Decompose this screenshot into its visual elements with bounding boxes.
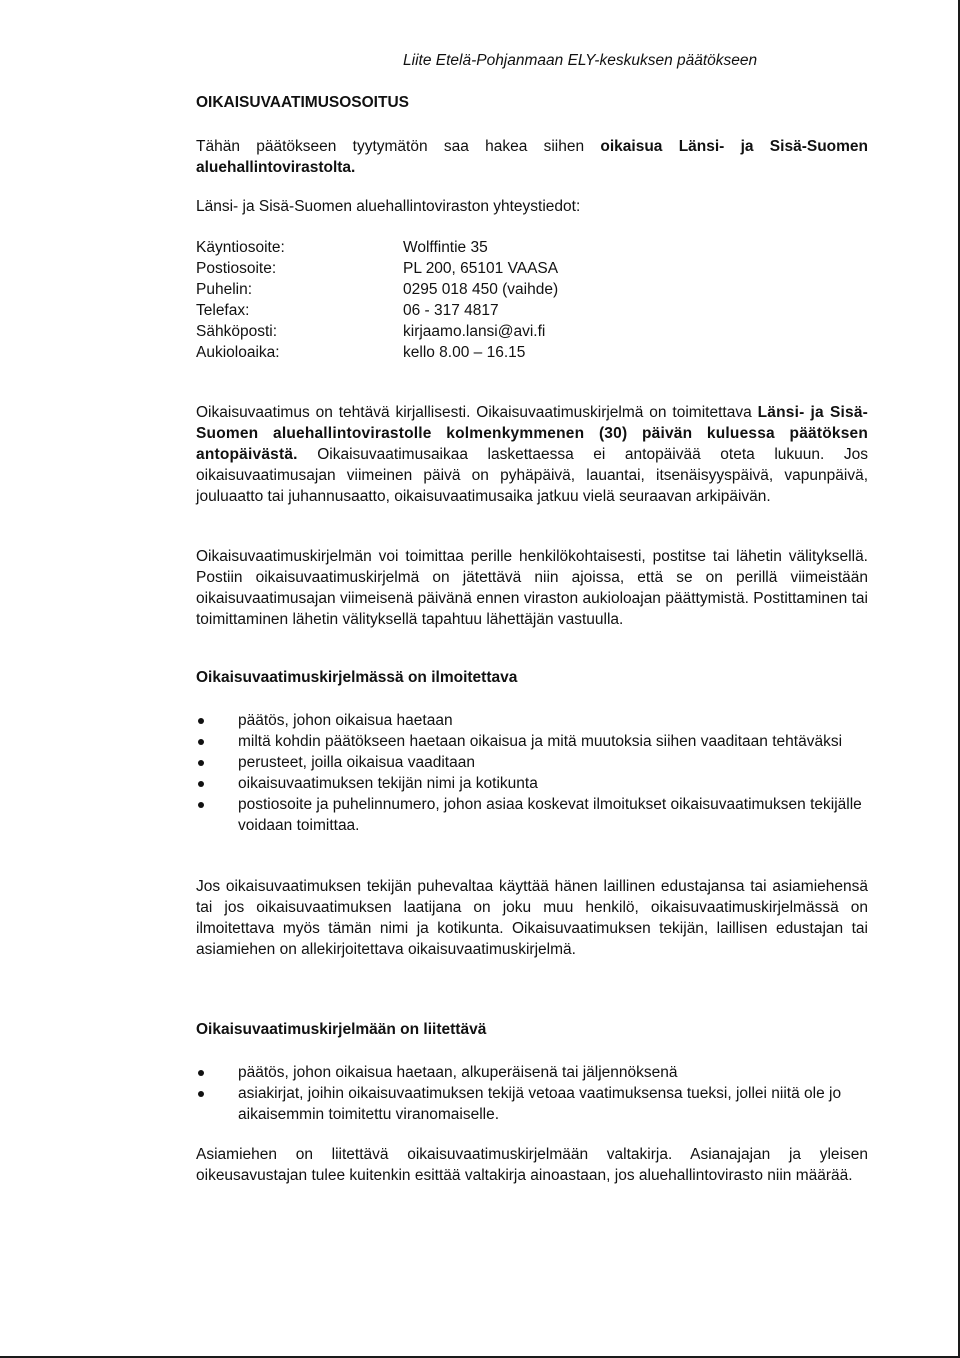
contact-value: kello 8.00 – 16.15 <box>403 344 526 361</box>
header-note: Liite Etelä-Pohjanmaan ELY-keskuksen päätökseen <box>403 52 758 69</box>
document-title: OIKAISUVAATIMUSOSOITUS <box>196 94 409 111</box>
contact-label: Sähköposti: <box>196 323 277 340</box>
contact-value: kirjaamo.lansi@avi.fi <box>403 323 546 340</box>
contact-row <box>196 342 716 363</box>
bullet-icon <box>198 1070 204 1076</box>
contact-value: 0295 018 450 (vaihde) <box>403 281 559 298</box>
list-item: oikaisuvaatimuksen tekijän nimi ja kotikunta <box>196 773 868 794</box>
contact-row <box>196 321 716 342</box>
deadline-text-2: Oikaisuvaatimusaikaa laskettaessa ei antopäivää oteta lukuun. Jos oikaisuvaatimusajan viimeinen päivä on pyhäpäivä, lauantai, itsenäisyyspäivä, vapunpäivä, jouluaatto tai juhannusaatto, oikaisuvaatimusaika jatkuu vielä seuraavan arkipäivän. <box>196 446 868 505</box>
representative-paragraph: Jos oikaisuvaatimuksen tekijän puhevaltaa käyttää hänen laillinen edustajansa tai asiamiehensä tai jos oikaisuvaatimuksen laatijana on joku muu henkilö, oikaisuvaatimuskirjelmässä on ilmoitettava myös tämän nimi ja kotikunta. Oikaisuvaatimuksen tekijän, laillisen edustajan tai asiamiehen on allekirjoitettava oikaisuvaatimuskirjelmä. <box>196 878 868 958</box>
deadline-bold-text: Länsi- ja Sisä-Suomen aluehallintovirastolle kolmenkymmenen (30) päivän kuluessa päätöksen antopäivästä. <box>196 404 869 463</box>
contact-row <box>196 258 716 279</box>
contact-label: Telefax: <box>196 302 250 319</box>
contact-row <box>196 279 716 300</box>
contact-row <box>196 300 716 321</box>
intro-text: Tähän päätökseen tyytymätön saa hakea siihen <box>196 138 601 155</box>
bullet-icon <box>198 739 204 745</box>
bullet-icon <box>198 1091 204 1097</box>
intro-bold-text: oikaisua Länsi- ja Sisä-Suomen aluehallintovirastolta. <box>196 138 868 176</box>
contact-label: Postiosoite: <box>196 260 277 277</box>
list-item: miltä kohdin päätökseen haetaan oikaisua ja mitä muutoksia siihen vaaditaan tehtäväksi <box>196 731 868 752</box>
bullet-icon <box>198 781 204 787</box>
list-item: päätös, johon oikaisua haetaan, alkuperäisenä tai jäljennöksenä <box>196 1062 868 1083</box>
contact-value: PL 200, 65101 VAASA <box>403 260 559 277</box>
list-item: postiosoite ja puhelinnumero, johon asiaa koskevat ilmoitukset oikaisuvaatimuksen tekijälle voidaan toimittaa. <box>196 794 868 836</box>
contents-list <box>196 710 868 836</box>
contacts-heading: Länsi- ja Sisä-Suomen aluehallintoviraston yhteystiedot: <box>196 198 581 215</box>
deadline-paragraph <box>196 402 868 507</box>
contact-table <box>196 237 716 363</box>
bullet-icon <box>198 802 204 808</box>
attachments-list <box>196 1062 868 1125</box>
delivery-paragraph: Oikaisuvaatimuskirjelmän voi toimittaa perille henkilökohtaisesti, postitse tai lähetin välityksellä. Postiin oikaisuvaatimuskirjelmä on jätettävä niin ajoissa, että se on perillä viimeistään oikaisuvaatimusajan viimeisenä päivänä ennen viraston aukioloajan päättymistä. Postittaminen tai toimittaminen lähetin välityksellä tapahtuu lähettäjän vastuulla. <box>196 548 868 628</box>
list-item: perusteet, joilla oikaisua vaaditaan <box>196 752 868 773</box>
list-item: päätös, johon oikaisua haetaan <box>196 710 868 731</box>
list-item: asiakirjat, joihin oikaisuvaatimuksen tekijä vetoaa vaatimuksensa tueksi, jollei niitä ole jo aikaisemmin toimitettu viranomaiselle. <box>196 1083 868 1125</box>
contact-label: Aukioloaika: <box>196 344 280 361</box>
contact-label: Käyntiosoite: <box>196 239 285 256</box>
intro-paragraph <box>196 136 868 178</box>
contact-value: Wolffintie 35 <box>403 239 488 256</box>
deadline-text-1: Oikaisuvaatimus on tehtävä kirjallisesti. Oikaisuvaatimuskirjelmä on toimitettava <box>196 404 758 421</box>
section-heading-contents: Oikaisuvaatimuskirjelmässä on ilmoitettava <box>196 669 518 686</box>
contact-row <box>196 237 716 258</box>
contact-label: Puhelin: <box>196 281 253 298</box>
contact-value: 06 - 317 4817 <box>403 302 499 319</box>
attorney-paragraph: Asiamiehen on liitettävä oikaisuvaatimuskirjelmään valtakirja. Asianajajan ja yleisen oikeusavustajan tulee kuitenkin esittää valtakirja ainoastaan, jos aluehallintovirasto niin määrää. <box>196 1146 868 1184</box>
section-heading-attachments: Oikaisuvaatimuskirjelmään on liitettävä <box>196 1021 487 1038</box>
bullet-icon <box>198 718 204 724</box>
bullet-icon <box>198 760 204 766</box>
